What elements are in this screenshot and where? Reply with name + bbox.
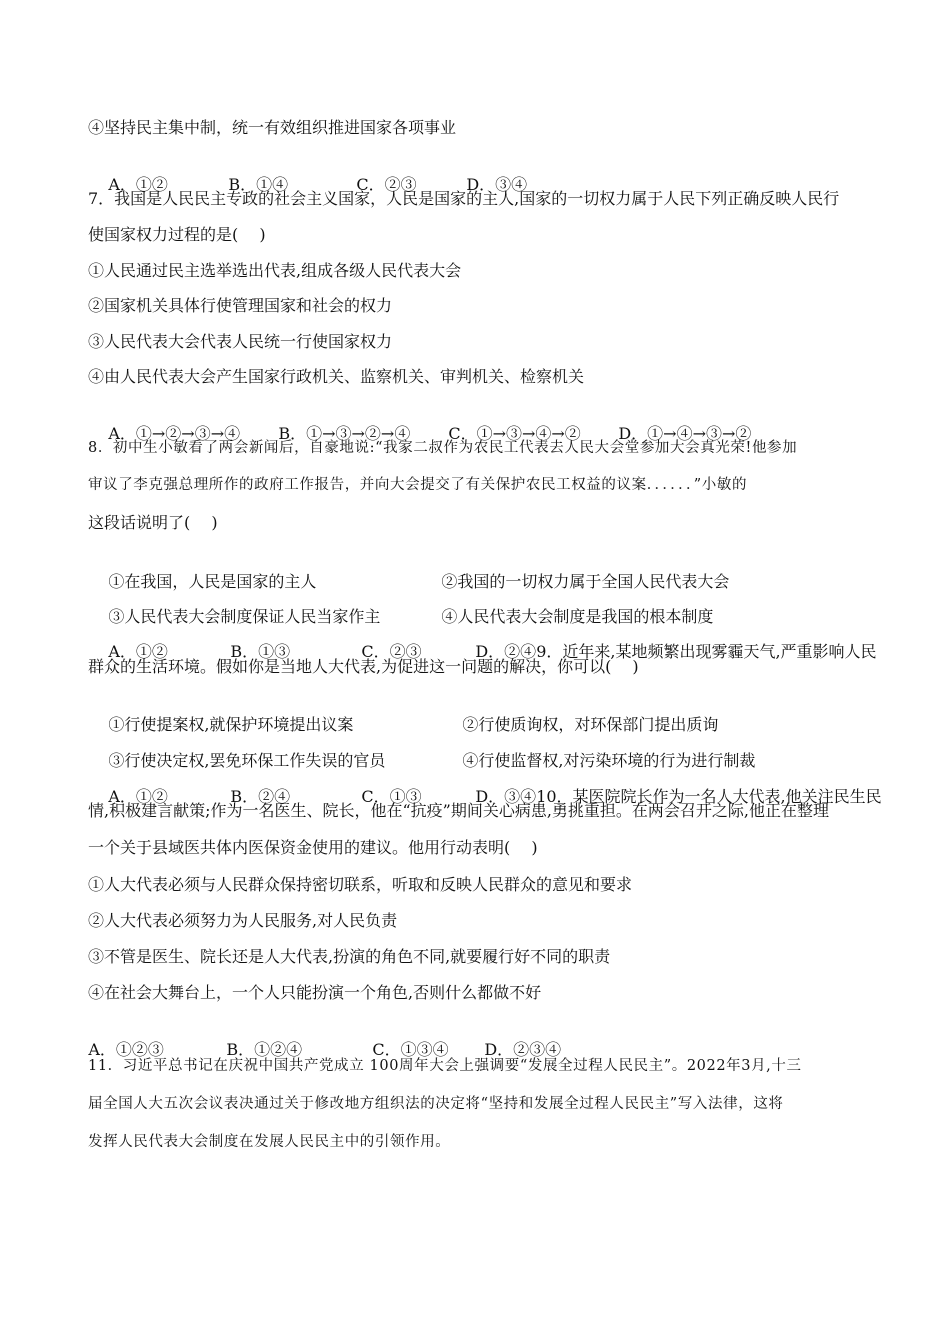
q6-option-c[interactable]: C．②③ — [356, 175, 417, 194]
q7-option-b[interactable]: B．①→③→②→④ — [278, 424, 411, 443]
q9-option-b[interactable]: B．②④ — [230, 787, 291, 806]
q7-stem-line-1: 7．我国是人民民主专政的社会主义国家，人民是国家的主人,国家的一切权力属于人民下列正确反映人民行 — [88, 189, 840, 208]
q6-option-a[interactable]: A．①② — [108, 175, 168, 194]
q8-option-c[interactable]: C．②③ — [361, 642, 422, 661]
q9-item-1: ①行使提案权,就保护环境提出议案 — [108, 715, 354, 734]
q8-option-a[interactable]: A．①② — [108, 642, 168, 661]
q8-stem-line-2: 审议了李克强总理所作的政府工作报告，并向大会提交了有关保护农民工权益的议案．．．．．．”小敏的 — [88, 477, 748, 493]
q7-item-1: ①人民通过民主选举选出代表,组成各级人民代表大会 — [88, 261, 462, 280]
q7-option-d[interactable]: D．①→④→③→② — [618, 424, 752, 443]
q8-item-2: ②我国的一切权力属于全国人民代表大会 — [441, 572, 730, 591]
q7-stem-line-2: 使国家权力过程的是( ) — [88, 225, 266, 244]
q10-option-d[interactable]: D．②③④ — [484, 1040, 562, 1059]
q10-item-1: ①人大代表必须与人民群众保持密切联系，听取和反映人民群众的意见和要求 — [88, 875, 633, 894]
q9-item-4: ④行使监督权,对污染环境的行为进行制裁 — [462, 751, 756, 770]
q8-option-d[interactable]: D．②④ — [475, 642, 537, 661]
q8-item-4: ④人民代表大会制度是我国的根本制度 — [441, 607, 714, 626]
q6-item-4: ④坚持民主集中制，统一有效组织推进国家各项事业 — [88, 118, 457, 137]
q9-option-d[interactable]: D．③④ — [475, 787, 537, 806]
q7-option-c[interactable]: C．①→③→④→② — [448, 424, 581, 443]
q9-item-3: ③行使决定权,罢免环保工作失误的官员 — [108, 751, 386, 770]
q11-line-1: 11．习近平总书记在庆祝中国共产党成立 100周年大会上强调要“发展全过程人民民主”。2022年3月,十三 — [88, 1058, 802, 1074]
q8-option-b[interactable]: B．①③ — [230, 642, 291, 661]
q7-item-2: ②国家机关具体行使管理国家和社会的权力 — [88, 296, 393, 315]
q9-option-c[interactable]: C．①③ — [361, 787, 422, 806]
q10-option-a[interactable]: A．①②③ — [88, 1040, 164, 1059]
q11-line-3: 发挥人民代表大会制度在发展人民民主中的引领作用。 — [88, 1134, 451, 1150]
q8-stem-line-3: 这段话说明了( ) — [88, 513, 218, 532]
q9-option-a[interactable]: A．①② — [108, 787, 168, 806]
q10-option-b[interactable]: B．①②④ — [226, 1040, 303, 1059]
q10-stem-line-3: 一个关于县域医共体内医保资金使用的建议。他用行动表明( ) — [88, 838, 538, 857]
q8-item-1: ①在我国，人民是国家的主人 — [108, 572, 317, 591]
q6-option-b[interactable]: B．①④ — [228, 175, 289, 194]
q10-item-4: ④在社会大舞台上，一个人只能扮演一个角色,否则什么都做不好 — [88, 983, 542, 1002]
q10-item-3: ③不管是医生、院长还是人大代表,扮演的角色不同,就要履行好不同的职责 — [88, 947, 611, 966]
q9-stem-line-1: 9．近年来,某地频繁出现雾霾天气,严重影响人民 — [536, 642, 877, 661]
q7-item-3: ③人民代表大会代表人民统一行使国家权力 — [88, 332, 393, 351]
q7-item-4: ④由人民代表大会产生国家行政机关、监察机关、审判机关、检察机关 — [88, 367, 585, 386]
q9-stem-line-2: 群众的生活环境。假如你是当地人大代表,为促进这一问题的解决，你可以( ) — [88, 657, 639, 676]
q8-stem-line-1: 8．初中生小敏看了两会新闻后，自豪地说:“我家二叔作为农民工代表去人民大会堂参加大会真光荣!他参加 — [88, 440, 798, 456]
q10-stem-line-2: 情,积极建言献策;作为一名医生、院长，他在“抗疫”期间关心病患,勇挑重担。在两会召开之际,他正在整理 — [88, 801, 830, 820]
q7-option-a[interactable]: A．①→②→③→④ — [108, 424, 241, 443]
q10-option-c[interactable]: C．①③④ — [372, 1040, 449, 1059]
q10-item-2: ②人大代表必须努力为人民服务,对人民负责 — [88, 911, 398, 930]
q10-stem-line-1: 10．某医院院长作为一名人大代表,他关注民生民 — [536, 787, 882, 806]
q11-line-2: 届全国人大五次会议表决通过关于修改地方组织法的决定将“坚持和发展全过程人民民主”写入法律，这将 — [88, 1096, 784, 1112]
q6-option-d[interactable]: D．③④ — [466, 175, 528, 194]
q8-item-3: ③人民代表大会制度保证人民当家作主 — [108, 607, 381, 626]
q9-item-2: ②行使质询权，对环保部门提出质询 — [462, 715, 719, 734]
